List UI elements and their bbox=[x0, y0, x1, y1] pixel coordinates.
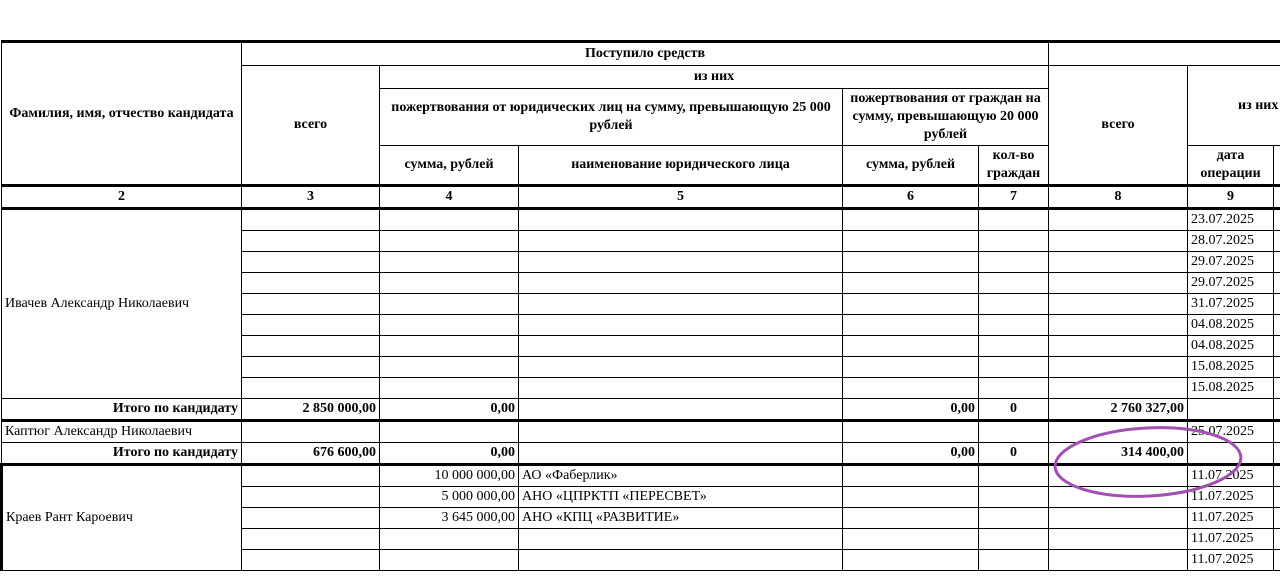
operation-date-cell: 25.07.2025 bbox=[1188, 421, 1274, 443]
spent-total-cell bbox=[1049, 252, 1188, 273]
header-spent-blank bbox=[1049, 42, 1280, 66]
table-row bbox=[2, 209, 1280, 231]
received-total-cell bbox=[242, 231, 380, 252]
header-legal-donations: пожертвования от юридических лиц на сумму, превышающую 25 000 рублей bbox=[380, 89, 843, 146]
received-total-cell bbox=[242, 294, 380, 315]
received-total-cell bbox=[242, 550, 380, 571]
legal-name-cell: АО «Фаберлик» bbox=[519, 465, 843, 487]
legal-sum-cell bbox=[380, 357, 519, 378]
header-candidate: Фамилия, имя, отчество кандидата bbox=[2, 42, 242, 186]
received-total-cell bbox=[242, 465, 380, 487]
candidate-name: Краев Рант Кароевич bbox=[2, 465, 242, 571]
received-total-cell bbox=[242, 336, 380, 357]
extra-cell bbox=[1274, 273, 1280, 294]
received-total-cell bbox=[242, 209, 380, 231]
operation-date-cell: 11.07.2025 bbox=[1188, 550, 1274, 571]
citizen-sum-cell bbox=[843, 529, 979, 550]
total-spent: 314 400,00 bbox=[1049, 443, 1188, 465]
spent-total-cell bbox=[1049, 508, 1188, 529]
header-citizen-sum: сумма, рублей bbox=[843, 146, 979, 186]
legal-sum-cell: 10 000 000,00 bbox=[380, 465, 519, 487]
spent-total-cell bbox=[1049, 294, 1188, 315]
operation-date-cell: 11.07.2025 bbox=[1188, 487, 1274, 508]
operation-date-cell: 31.07.2025 bbox=[1188, 294, 1274, 315]
citizen-count-cell bbox=[979, 252, 1049, 273]
header-citizen-count: кол-во граждан bbox=[979, 146, 1049, 186]
total-legal-sum: 0,00 bbox=[380, 443, 519, 465]
citizen-count-cell bbox=[979, 529, 1049, 550]
citizen-count-cell bbox=[979, 465, 1049, 487]
citizen-sum-cell bbox=[843, 465, 979, 487]
operation-date-cell: 29.07.2025 bbox=[1188, 252, 1274, 273]
total-citizen-sum: 0,00 bbox=[843, 443, 979, 465]
spent-total-cell bbox=[1049, 421, 1188, 443]
colnum: 6 bbox=[843, 186, 979, 209]
total-citizen-count: 0 bbox=[979, 443, 1049, 465]
citizen-count-cell bbox=[979, 209, 1049, 231]
citizen-sum-cell bbox=[843, 252, 979, 273]
received-total-cell bbox=[242, 378, 380, 399]
operation-date-cell: 11.07.2025 bbox=[1188, 508, 1274, 529]
legal-name-cell bbox=[519, 550, 843, 571]
colnum: 8 bbox=[1049, 186, 1188, 209]
spent-total-cell bbox=[1049, 487, 1188, 508]
extra-cell bbox=[1274, 421, 1280, 443]
extra-cell bbox=[1274, 252, 1280, 273]
total-received: 676 600,00 bbox=[242, 443, 380, 465]
received-total-cell bbox=[242, 357, 380, 378]
citizen-count-cell bbox=[979, 487, 1049, 508]
legal-sum-cell bbox=[380, 378, 519, 399]
colnum: 7 bbox=[979, 186, 1049, 209]
spent-total-cell bbox=[1049, 357, 1188, 378]
legal-sum-cell bbox=[380, 209, 519, 231]
total-citizen-count: 0 bbox=[979, 399, 1049, 421]
header-total: всего bbox=[242, 66, 380, 186]
spent-total-cell bbox=[1049, 378, 1188, 399]
total-legal-name bbox=[519, 443, 843, 465]
received-total-cell bbox=[242, 487, 380, 508]
operation-date-cell: 04.08.2025 bbox=[1188, 336, 1274, 357]
extra-cell bbox=[1274, 294, 1280, 315]
colnum: 9 bbox=[1188, 186, 1274, 209]
total-extra bbox=[1274, 399, 1280, 421]
total-received: 2 850 000,00 bbox=[242, 399, 380, 421]
citizen-count-cell bbox=[979, 550, 1049, 571]
legal-sum-cell bbox=[380, 315, 519, 336]
table-row bbox=[2, 465, 1280, 487]
header-op-date: дата операции bbox=[1188, 146, 1274, 186]
total-legal-name bbox=[519, 399, 843, 421]
colnum: 4 bbox=[380, 186, 519, 209]
operation-date-cell: 29.07.2025 bbox=[1188, 273, 1274, 294]
extra-cell bbox=[1274, 378, 1280, 399]
extra-cell bbox=[1274, 508, 1280, 529]
citizen-count-cell bbox=[979, 508, 1049, 529]
legal-sum-cell bbox=[380, 336, 519, 357]
legal-sum-cell bbox=[380, 252, 519, 273]
header-citizen-donations: пожертвования от граждан на сумму, превышающую 20 000 рублей bbox=[843, 89, 1049, 146]
legal-sum-cell: 5 000 000,00 bbox=[380, 487, 519, 508]
header-total-2: всего bbox=[1049, 66, 1188, 186]
operation-date-cell: 28.07.2025 bbox=[1188, 231, 1274, 252]
extra-cell bbox=[1274, 465, 1280, 487]
campaign-finance-table bbox=[0, 40, 1280, 571]
received-total-cell bbox=[242, 421, 380, 443]
citizen-count-cell bbox=[979, 231, 1049, 252]
legal-name-cell bbox=[519, 294, 843, 315]
total-date bbox=[1188, 399, 1274, 421]
citizen-count-cell bbox=[979, 294, 1049, 315]
colnum: 3 bbox=[242, 186, 380, 209]
extra-cell bbox=[1274, 209, 1280, 231]
operation-date-cell: 23.07.2025 bbox=[1188, 209, 1274, 231]
citizen-sum-cell bbox=[843, 315, 979, 336]
spent-total-cell bbox=[1049, 231, 1188, 252]
citizen-count-cell bbox=[979, 357, 1049, 378]
colnum: 2 bbox=[2, 186, 242, 209]
header-legal-name: наименование юридического лица bbox=[519, 146, 843, 186]
spent-total-cell bbox=[1049, 273, 1188, 294]
citizen-sum-cell bbox=[843, 231, 979, 252]
spent-total-cell bbox=[1049, 209, 1188, 231]
colnum: 5 bbox=[519, 186, 843, 209]
header-received: Поступило средств bbox=[242, 42, 1049, 66]
legal-sum-cell bbox=[380, 421, 519, 443]
total-label: Итого по кандидату bbox=[2, 443, 242, 465]
header-legal-sum: сумма, рублей bbox=[380, 146, 519, 186]
total-extra bbox=[1274, 443, 1280, 465]
spent-total-cell bbox=[1049, 336, 1188, 357]
spent-total-cell bbox=[1049, 529, 1188, 550]
header-of-them: из них bbox=[380, 66, 1049, 89]
spent-total-cell bbox=[1049, 315, 1188, 336]
total-date bbox=[1188, 443, 1274, 465]
extra-cell bbox=[1274, 529, 1280, 550]
legal-name-cell bbox=[519, 421, 843, 443]
operation-date-cell: 15.08.2025 bbox=[1188, 357, 1274, 378]
operation-date-cell: 15.08.2025 bbox=[1188, 378, 1274, 399]
operation-date-cell: 11.07.2025 bbox=[1188, 465, 1274, 487]
total-citizen-sum: 0,00 bbox=[843, 399, 979, 421]
citizen-count-cell bbox=[979, 378, 1049, 399]
total-spent: 2 760 327,00 bbox=[1049, 399, 1188, 421]
citizen-sum-cell bbox=[843, 209, 979, 231]
total-label: Итого по кандидату bbox=[2, 399, 242, 421]
table-row bbox=[2, 421, 1280, 443]
candidate-total-row bbox=[2, 399, 1280, 421]
spent-total-cell bbox=[1049, 550, 1188, 571]
legal-name-cell: АНО «КПЦ «РАЗВИТИЕ» bbox=[519, 508, 843, 529]
total-legal-sum: 0,00 bbox=[380, 399, 519, 421]
candidate-name: Каптюг Александр Николаевич bbox=[2, 421, 242, 443]
legal-sum-cell bbox=[380, 231, 519, 252]
legal-sum-cell: 3 645 000,00 bbox=[380, 508, 519, 529]
citizen-sum-cell bbox=[843, 487, 979, 508]
legal-name-cell bbox=[519, 315, 843, 336]
legal-name-cell bbox=[519, 336, 843, 357]
legal-name-cell bbox=[519, 529, 843, 550]
received-total-cell bbox=[242, 508, 380, 529]
citizen-sum-cell bbox=[843, 421, 979, 443]
citizen-count-cell bbox=[979, 315, 1049, 336]
citizen-sum-cell bbox=[843, 550, 979, 571]
legal-sum-cell bbox=[380, 273, 519, 294]
citizen-sum-cell bbox=[843, 378, 979, 399]
header-extra bbox=[1274, 146, 1280, 186]
legal-name-cell bbox=[519, 273, 843, 294]
received-total-cell bbox=[242, 273, 380, 294]
citizen-count-cell bbox=[979, 273, 1049, 294]
extra-cell bbox=[1274, 357, 1280, 378]
legal-name-cell bbox=[519, 378, 843, 399]
extra-cell bbox=[1274, 336, 1280, 357]
received-total-cell bbox=[242, 529, 380, 550]
legal-name-cell bbox=[519, 231, 843, 252]
operation-date-cell: 11.07.2025 bbox=[1188, 529, 1274, 550]
legal-name-cell bbox=[519, 252, 843, 273]
extra-cell bbox=[1274, 231, 1280, 252]
citizen-sum-cell bbox=[843, 273, 979, 294]
spent-total-cell bbox=[1049, 465, 1188, 487]
extra-cell bbox=[1274, 550, 1280, 571]
extra-cell bbox=[1274, 487, 1280, 508]
citizen-sum-cell bbox=[843, 508, 979, 529]
legal-name-cell bbox=[519, 209, 843, 231]
candidate-name: Ивачев Александр Николаевич bbox=[2, 209, 242, 399]
legal-sum-cell bbox=[380, 550, 519, 571]
legal-sum-cell bbox=[380, 529, 519, 550]
citizen-sum-cell bbox=[843, 336, 979, 357]
citizen-count-cell bbox=[979, 336, 1049, 357]
candidate-total-row bbox=[2, 443, 1280, 465]
operation-date-cell: 04.08.2025 bbox=[1188, 315, 1274, 336]
legal-sum-cell bbox=[380, 294, 519, 315]
received-total-cell bbox=[242, 252, 380, 273]
legal-name-cell: АНО «ЦПРКТП «ПЕРЕСВЕТ» bbox=[519, 487, 843, 508]
citizen-count-cell bbox=[979, 421, 1049, 443]
extra-cell bbox=[1274, 315, 1280, 336]
citizen-sum-cell bbox=[843, 357, 979, 378]
received-total-cell bbox=[242, 315, 380, 336]
colnum-blank bbox=[1274, 186, 1280, 209]
header-of-them-2: из них bbox=[1188, 66, 1280, 146]
citizen-sum-cell bbox=[843, 294, 979, 315]
legal-name-cell bbox=[519, 357, 843, 378]
